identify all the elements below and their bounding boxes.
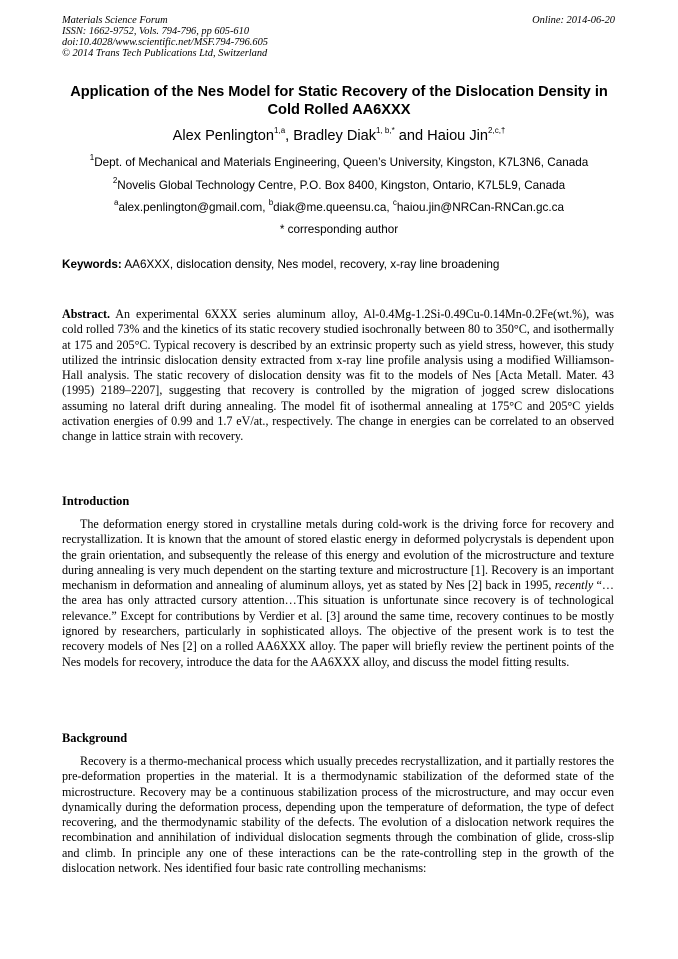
affiliation-marker: 1 [89,153,95,163]
online-date: Online: 2014-06-20 [532,15,615,26]
abstract-label: Abstract. [62,307,111,321]
abstract [62,307,614,445]
author-superscript: 1,a [274,126,286,136]
affiliation-1 [40,153,638,170]
journal-name: Materials Science Forum [62,15,168,26]
introduction-heading: Introduction [62,494,130,508]
author-name: Alex Penlington [172,128,275,144]
email-marker: a [114,198,119,208]
journal-copyright: © 2014 Trans Tech Publications Ltd, Switzerland [62,48,268,59]
email-text: alex.penlington@gmail.com, [118,201,269,214]
keywords-label: Keywords: [62,258,122,271]
abstract-text: An experimental 6XXX series aluminum alloy, Al-0.4Mg-1.2Si-0.49Cu-0.14Mn-0.2Fe(wt.%), was cold rolled 73% and the kinetics of its static recovery studied isochronally between 80 to 350°C, and isothermally at 175 and 205°C. Typical recovery is described by an extrinsic property such as yield stress, however, this study utilized the intrinsic dislocation density extracted from x-ray line profile analysis using a modified Williamson-Hall analysis. The static recovery of dislocation density was fit to the models of Nes [Acta Metall. Mater. 43 (1995) 2189–2207], suggesting that recovery is controlled by the migration of jogged screw dislocations assuming no lateral drift during annealing. The model fit of isothermal annealing at 175°C and 205°C yields activation energies of 0.99 and 1.7 eV/at., respectively. The change in energies can be correlated to an observed change in lattice strain with recovery. [62,307,614,444]
email-marker: c [392,198,397,208]
paper-title: Application of the Nes Model for Static Recovery of the Dislocation Density in Cold Rolled AA6XXX [70,84,608,118]
journal-header [62,15,268,59]
email-text: diak@me.queensu.ca, [273,201,393,214]
background-paragraph: Recovery is a thermo-mechanical process which usually precedes recrystallization, and it partially restores the pre-deformation properties in the material. It is a thermodynamic stabilization of the deformed state of the microstructure. Recovery may be a continuous stabilization process of the microstructure, and may occur even dynamically during the deformation process, depending upon the temperature of deformation, the type of defect recovering, and the thermodynamic stability of the defects. The evolution of a dislocation network requires the recombination and annihilation of individual dislocation segments through the combination of glide, cross-slip and climb. In principle any one of these interactions can be the rate-controlling step in the growth of the dislocation network. Nes identified four basic rate controlling mechanisms: [62,754,614,876]
keywords-text: AA6XXX, dislocation density, Nes model, recovery, x-ray line broadening [121,258,500,271]
intro-emphasis: recently [554,578,594,593]
email-text: haiou.jin@NRCan-RNCan.gc.ca [396,201,564,214]
author-separator: , [285,128,294,144]
introduction-paragraph [62,517,614,670]
journal-doi: doi:10.4028/www.scientific.net/MSF.794-796.605 [62,37,268,48]
author-list [40,127,638,145]
email-marker: b [268,198,274,208]
affiliation-2 [40,176,638,193]
author-separator: and [394,128,428,144]
author-superscript: 1, b,* [376,126,395,136]
intro-text: The deformation energy stored in crystalline metals during cold-work is the driving force for recovery and recrystallization. It is known that the amount of stored elastic energy in deformed polycrystals is dependent upon the grain orientation, and subsequently the release of this energy and evolution of the microstructure and texture during annealing is very much dependent on the starting texture and microstructure [1]. Recovery is an important mechanism in deformation and annealing of aluminum alloys, yet as stated by Nes [2] back in 1995, [62,517,614,593]
affiliation-text: Novelis Global Technology Centre, P.O. Box 8400, Kingston, Ontario, K7L5L9, Canada [117,179,566,192]
author-emails [40,198,638,215]
author-name: Bradley Diak [293,128,377,144]
affiliation-marker: 2 [112,176,118,186]
author-name: Haiou Jin [427,128,489,144]
journal-issn: ISSN: 1662-9752, Vols. 794-796, pp 605-610 [62,26,250,37]
author-superscript: 2,c,† [488,126,506,136]
affiliation-text: Dept. of Mechanical and Materials Engineering, Queen’s University, Kingston, K7L3N6, Canada [94,156,589,169]
intro-text: “…the area has only attracted cursory attention…This situation is unfortunate since recovery is of technological relevance.” Except for contributions by Verdier et al. [3] around the same time, recovery continues to be mostly ignored by researchers, particularly in sophisticated alloys. The objective of the present work is to test the recovery models of Nes [2] on a rolled AA6XXX alloy. The paper will briefly review the pertinent points of the Nes models for recovery, introduce the data for the AA6XXX alloy, and discuss the model fitting results. [62,578,614,669]
keywords [62,258,622,272]
corresponding-note: * corresponding author [279,223,399,236]
background-heading: Background [62,731,128,745]
